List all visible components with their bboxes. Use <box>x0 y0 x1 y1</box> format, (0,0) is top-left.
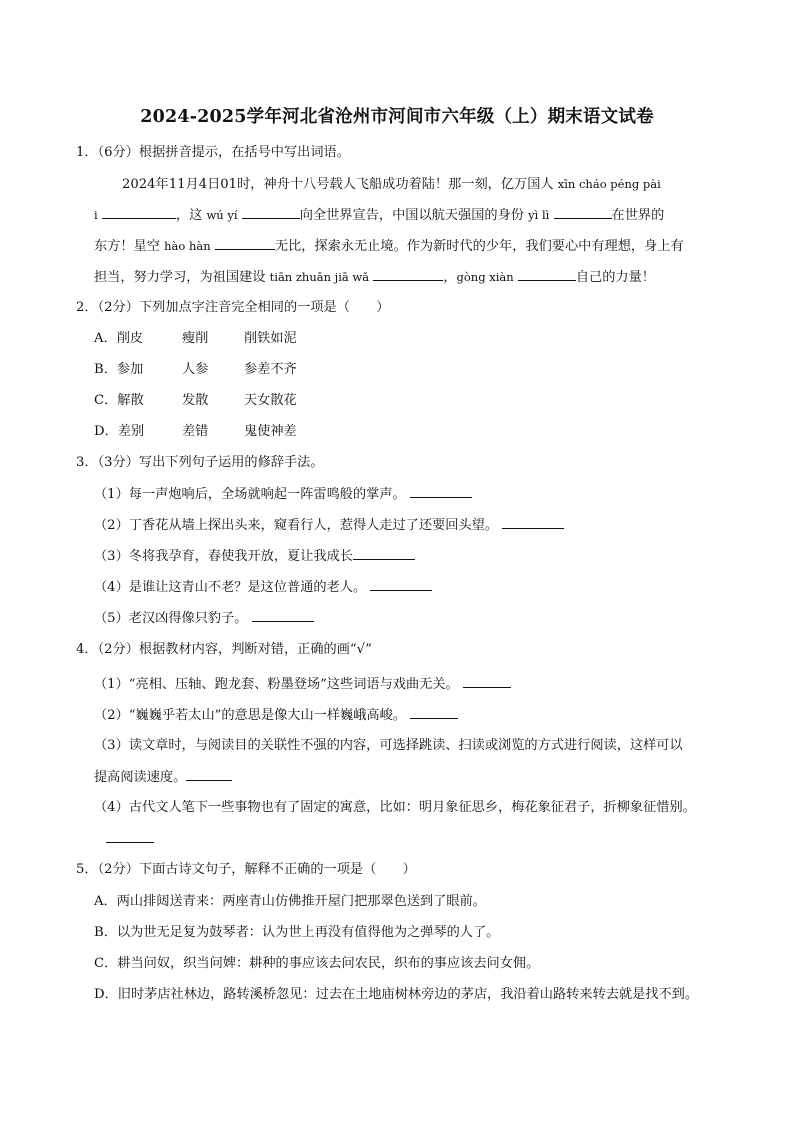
q4-answer-blank-2[interactable] <box>410 706 458 719</box>
pinyin-1-cont: i <box>94 208 98 222</box>
pinyin-3: yì lì <box>528 208 550 222</box>
q4-item-4-cont <box>106 830 154 849</box>
pinyin-5: tiān zhuān jiā wǎ <box>269 270 370 284</box>
q2-option-b-word3: 参差不齐 <box>244 362 297 377</box>
q3-answer-blank-3[interactable] <box>353 547 415 560</box>
q1-text-2a: ，这 <box>175 208 207 223</box>
q2-option-c-word3: 天女散花 <box>244 393 297 408</box>
q4-item-4: （4）古代文人笔下一些事物也有了固定的寓意，比如：明月象征思乡，梅花象征君子，折柳象征惜别。 <box>94 800 696 815</box>
q3-item-1 <box>94 485 472 504</box>
answer-blank-6[interactable] <box>518 268 576 281</box>
q1-text-3b: 无比，探索永无止境。作为新时代的少年，我们要心中有理想，身上有 <box>274 239 684 254</box>
q4-item-2 <box>94 706 458 725</box>
q2-option-d-word1: D．差别 <box>94 424 145 439</box>
q3-stem: 3．（3分）写出下列句子运用的修辞手法。 <box>76 455 324 470</box>
q4-stem: 4．（2分）根据教材内容，判断对错，正确的画“√” <box>76 642 372 657</box>
q1-text-4a: 担当，努力学习，为祖国建设 <box>94 270 270 285</box>
q4-item-2-text: （2）“巍巍乎若太山”的意思是像大山一样巍峨高峻。 <box>94 708 406 723</box>
q3-answer-blank-5[interactable] <box>252 609 314 622</box>
q4-answer-blank-4[interactable] <box>106 830 154 843</box>
pinyin-4: hào hàn <box>164 239 211 253</box>
q4-item-1 <box>94 675 511 694</box>
q4-item-1-text: （1）“亮相、压轴、跑龙套、粉墨登场”这些词语与戏曲无关。 <box>94 677 459 692</box>
q5-option-a[interactable]: A．两山排闼送青来：两座青山仿佛推开屋门把那翠色送到了眼前。 <box>94 894 486 909</box>
q1-text-2c: 在世界的 <box>611 208 665 223</box>
q1-text-4b: ， <box>443 270 457 285</box>
q1-line-4 <box>94 268 655 287</box>
pinyin-1: xīn cháo péng pài <box>557 177 661 191</box>
q3-item-4-text: （4）是谁让这青山不老？是这位普通的老人。 <box>94 580 367 595</box>
q1-line-3 <box>94 237 684 256</box>
q2-option-d-word3: 鬼使神差 <box>244 424 297 439</box>
answer-blank-1[interactable] <box>102 206 176 219</box>
q1-text-1: 2024年11月4日01时，神舟十八号载人飞船成功着陆！那一刻，亿万国人 <box>122 177 558 192</box>
q3-item-3 <box>94 547 415 566</box>
q5-stem: 5．（2分）下面古诗文句子，解释不正确的一项是（ ） <box>76 862 416 877</box>
q3-answer-blank-1[interactable] <box>410 485 472 498</box>
q3-item-5-text: （5）老汉凶得像只豹子。 <box>94 611 248 626</box>
q3-item-5 <box>94 609 314 628</box>
q2-option-a-word2: 瘦削 <box>182 331 209 346</box>
q5-option-b[interactable]: B．以为世无足复为鼓琴者：认为世上再没有值得他为之弹琴的人了。 <box>94 925 500 940</box>
q2-option-b-word2: 人参 <box>182 362 209 377</box>
q1-text-2b: 向全世界宣告，中国以航天强国的身份 <box>299 208 529 223</box>
q2-stem: 2．（2分）下列加点字注音完全相同的一项是（ ） <box>76 300 390 315</box>
q3-answer-blank-2[interactable] <box>502 516 564 529</box>
exam-title: 2024-2025学年河北省沧州市河间市六年级（上）期末语文试卷 <box>140 107 654 127</box>
pinyin-6: gòng xiàn <box>456 270 514 284</box>
q5-option-c[interactable]: C．耕当问奴，织当问婢：耕种的事应该去问农民，织布的事应该去问女佣。 <box>94 956 540 971</box>
q2-option-c-word1: C．解散 <box>94 393 144 408</box>
q4-item-3-cont <box>94 768 232 787</box>
q4-answer-blank-1[interactable] <box>463 675 511 688</box>
q1-line-1 <box>122 175 661 194</box>
q3-item-2-text: （2）丁香花从墙上探出头来，窥看行人，惹得人走过了还要回头望。 <box>94 518 499 533</box>
answer-blank-3[interactable] <box>554 206 612 219</box>
q3-item-3-text: （3）冬将我孕育，春使我开放，夏让我成长 <box>94 549 353 564</box>
q4-item-3: （3）读文章时，与阅读目的关联性不强的内容，可选择跳读、扫读或浏览的方式进行阅读，这样可以 <box>94 738 683 753</box>
q2-option-a-word1: A．削皮 <box>94 331 144 346</box>
q4-item-3-cont-text: 提高阅读速度。 <box>94 770 187 785</box>
q1-stem: 1．（6分）根据拼音提示，在括号中写出词语。 <box>76 145 350 160</box>
q5-option-d[interactable]: D．旧时茅店社林边，路转溪桥忽见：过去在土地庙树林旁边的茅店，我沿着山路转来转去就是找不到。 <box>94 987 699 1002</box>
answer-blank-2[interactable] <box>242 206 300 219</box>
q3-item-2 <box>94 516 564 535</box>
q4-answer-blank-3[interactable] <box>186 768 232 781</box>
answer-blank-5[interactable] <box>373 268 443 281</box>
q1-line-2 <box>94 206 664 225</box>
q2-option-c-word2: 发散 <box>182 393 209 408</box>
q3-item-1-text: （1）每一声炮响后，全场就响起一阵雷鸣般的掌声。 <box>94 487 406 502</box>
q2-option-b-word1: B．参加 <box>94 362 144 377</box>
q3-answer-blank-4[interactable] <box>370 578 432 591</box>
pinyin-2: wú yí <box>206 208 238 222</box>
q3-item-4 <box>94 578 432 597</box>
answer-blank-4[interactable] <box>215 237 275 250</box>
q1-text-3a: 东方！星空 <box>94 239 165 254</box>
q2-option-a-word3: 削铁如泥 <box>244 331 297 346</box>
q2-option-d-word2: 差错 <box>182 424 209 439</box>
q1-text-4c: 自己的力量！ <box>575 270 655 285</box>
